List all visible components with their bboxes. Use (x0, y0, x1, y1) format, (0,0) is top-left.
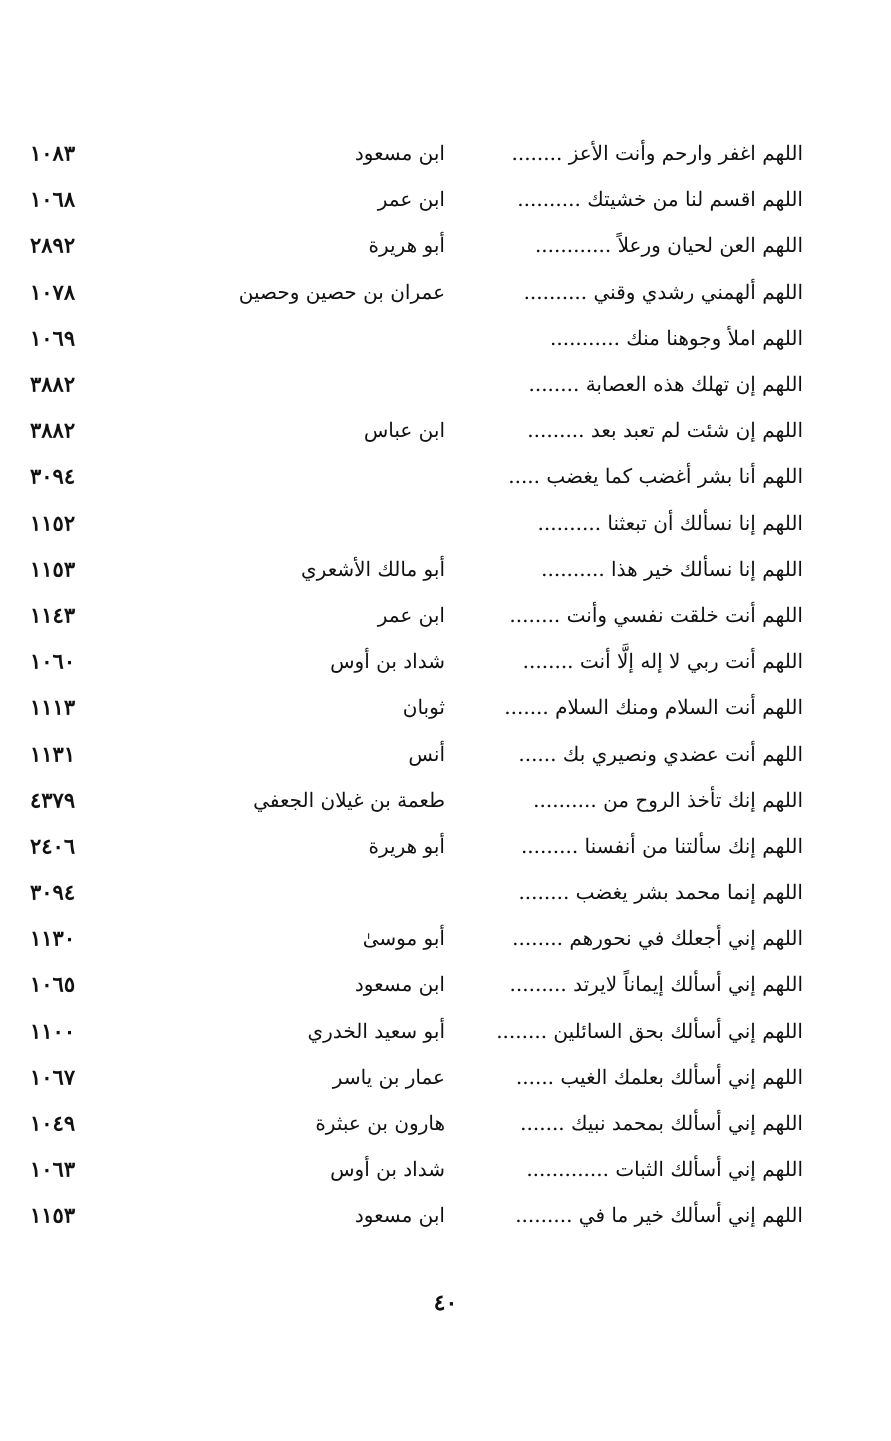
index-entry (0, 500, 891, 546)
entry-phrase: اللهم أنت خلقت نفسي وأنت ........ (509, 602, 803, 627)
entry-narrator: ابن مسعود (354, 1203, 445, 1228)
entry-number: ١١٠٠ (30, 1018, 76, 1044)
entry-number: ١٠٦٨ (30, 186, 76, 212)
entry-phrase: اللهم إني أسألك بحق السائلين ........ (496, 1018, 803, 1043)
entry-number: ٣٨٨٢ (30, 417, 76, 443)
entry-narrator: ابن عمر (377, 602, 445, 627)
entry-number: ١٠٦٩ (30, 325, 76, 351)
entry-phrase: اللهم إنك سألتنا من أنفسنا ......... (520, 833, 803, 858)
entry-phrase: اللهم إنا نسألك أن تبعثنا .......... (537, 510, 803, 535)
entry-narrator: ابن عمر (377, 187, 445, 212)
entry-narrator: أبو سعيد الخدري (307, 1018, 445, 1043)
entry-number: ١٠٨٣ (30, 140, 76, 166)
entry-narrator: عمار بن ياسر (332, 1064, 445, 1089)
entry-narrator: شداد بن أوس (330, 649, 445, 674)
entry-phrase: اللهم أنت السلام ومنك السلام ....... (504, 695, 803, 720)
index-entry (0, 1146, 891, 1192)
entry-phrase: اللهم ألهمني رشدي وقني .......... (523, 279, 803, 304)
entry-phrase: اللهم إن تهلك هذه العصابة ........ (528, 372, 803, 397)
entry-number: ١٠٦٣ (30, 1156, 76, 1182)
entry-number: ١٠٦٠ (30, 648, 76, 674)
entry-phrase: اللهم أنت عضدي ونصيري بك ...... (518, 741, 803, 766)
index-entry (0, 407, 891, 453)
entry-phrase: اللهم إني أسألك إيماناً لايرتد ......... (509, 972, 803, 997)
entry-phrase: اللهم العن لحيان ورعلاً ............ (534, 233, 803, 258)
entry-number: ١١٥٢ (30, 510, 76, 536)
entry-number: ٣٠٩٤ (30, 879, 76, 905)
entry-number: ١١٥٣ (30, 1202, 76, 1228)
index-entry (0, 684, 891, 730)
index-entry (0, 961, 891, 1007)
entry-narrator: أبو هريرة (368, 833, 445, 858)
index-entry (0, 1192, 891, 1238)
entry-number: ١١٥٣ (30, 556, 76, 582)
entry-narrator: ابن مسعود (354, 972, 445, 997)
entry-number: ٤٣٧٩ (30, 787, 76, 813)
hadith-index-list (0, 130, 891, 1239)
entry-number: ٣٠٩٤ (30, 463, 76, 489)
page-number: ٤٠ (433, 1290, 458, 1316)
entry-number: ١٠٤٩ (30, 1110, 76, 1136)
entry-number: ٢٤٠٦ (30, 833, 76, 859)
index-entry (0, 777, 891, 823)
entry-narrator: أبو هريرة (368, 233, 445, 258)
index-entry (0, 1008, 891, 1054)
entry-phrase: اللهم إني أسألك خير ما في ......... (515, 1203, 803, 1228)
entry-number: ١٠٦٧ (30, 1064, 76, 1090)
entry-phrase: اللهم املأ وجوهنا منك ........... (550, 325, 803, 350)
entry-number: ٢٨٩٢ (30, 232, 76, 258)
entry-number: ١١٣٠ (30, 925, 76, 951)
entry-number: ١٠٧٨ (30, 279, 76, 305)
entry-phrase: اللهم أنت ربي لا إله إلَّا أنت ........ (522, 649, 803, 674)
index-entry (0, 453, 891, 499)
entry-number: ١١٤٣ (30, 602, 76, 628)
index-entry (0, 1054, 891, 1100)
entry-phrase: اللهم إني أسألك بمحمد نبيك ....... (520, 1111, 803, 1136)
index-entry (0, 269, 891, 315)
entry-phrase: اللهم إني أسألك بعلمك الغيب ...... (515, 1064, 803, 1089)
entry-phrase: اللهم اغفر وارحم وأنت الأعز ........ (511, 141, 803, 166)
entry-phrase: اللهم إنا نسألك خير هذا .......... (541, 556, 803, 581)
entry-number: ١٠٦٥ (30, 971, 76, 997)
entry-narrator: ابن عباس (363, 418, 445, 443)
entry-narrator: أنس (408, 741, 445, 766)
index-entry (0, 176, 891, 222)
entry-phrase: اللهم اقسم لنا من خشيتك .......... (517, 187, 803, 212)
entry-narrator: شداد بن أوس (330, 1157, 445, 1182)
entry-number: ٣٨٨٢ (30, 371, 76, 397)
entry-narrator: ابن مسعود (354, 141, 445, 166)
entry-number: ١١١٣ (30, 694, 76, 720)
index-entry (0, 823, 891, 869)
index-entry (0, 546, 891, 592)
entry-phrase: اللهم إن شئت لم تعبد بعد ......... (527, 418, 803, 443)
index-entry (0, 361, 891, 407)
entry-narrator: عمران بن حصين وحصين (238, 279, 445, 304)
index-entry (0, 1100, 891, 1146)
entry-phrase: اللهم أنا بشر أغضب كما يغضب ..... (508, 464, 803, 489)
index-entry (0, 130, 891, 176)
entry-narrator: طعمة بن غيلان الجعفي (253, 787, 445, 812)
index-entry (0, 730, 891, 776)
index-entry (0, 915, 891, 961)
entry-narrator: هارون بن عبثرة (315, 1111, 445, 1136)
index-entry (0, 222, 891, 268)
entry-narrator: أبو مالك الأشعري (301, 556, 445, 581)
entry-narrator: ثوبان (402, 695, 445, 720)
entry-phrase: اللهم إنك تأخذ الروح من .......... (533, 787, 803, 812)
entry-phrase: اللهم إني أسألك الثبات ............. (526, 1157, 803, 1182)
index-entry (0, 638, 891, 684)
index-entry (0, 315, 891, 361)
index-entry (0, 592, 891, 638)
entry-phrase: اللهم إني أجعلك في نحورهم ........ (512, 926, 803, 951)
entry-number: ١١٣١ (30, 741, 76, 767)
index-entry (0, 869, 891, 915)
entry-narrator: أبو موسىٰ (362, 926, 445, 951)
entry-phrase: اللهم إنما محمد بشر يغضب ........ (518, 880, 803, 905)
